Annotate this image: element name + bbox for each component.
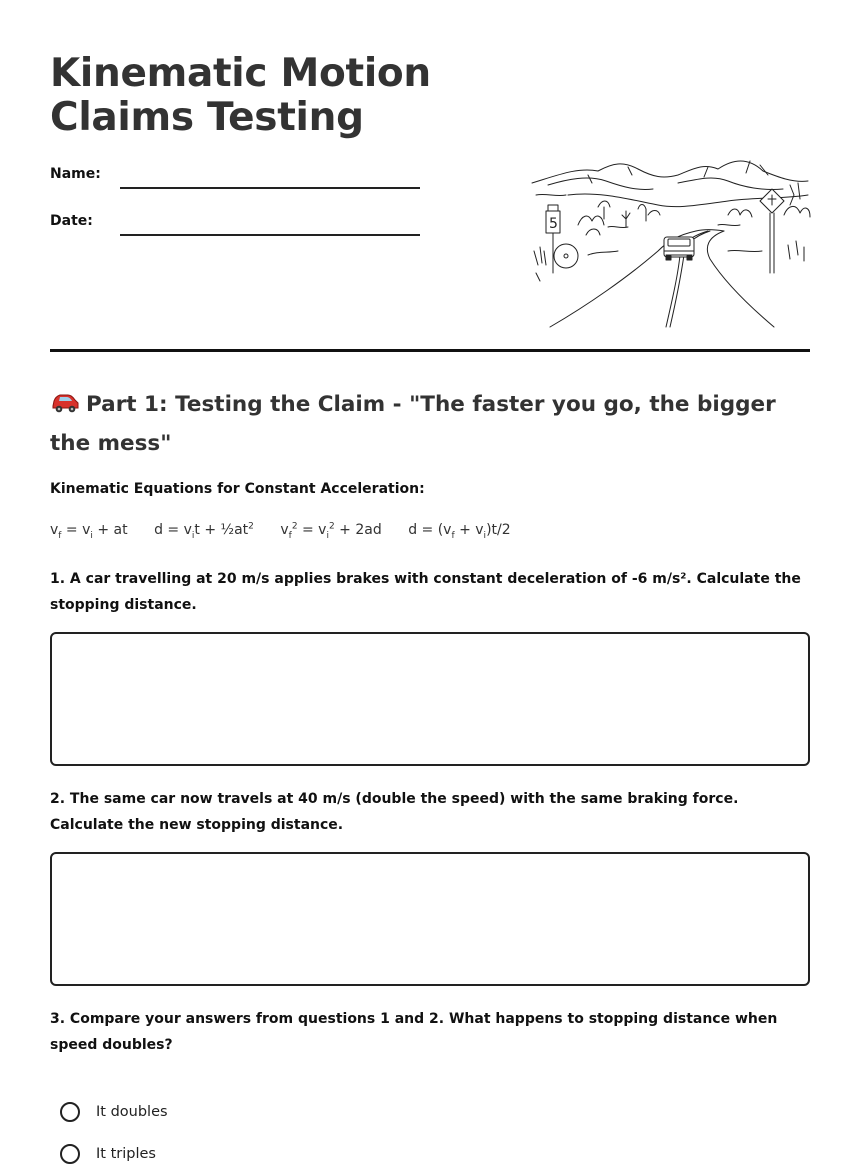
name-field[interactable] — [120, 187, 420, 189]
title-line-1: Kinematic Motion — [50, 51, 431, 96]
option-it-triples[interactable] — [60, 1141, 156, 1167]
answer-box-1[interactable] — [50, 632, 810, 766]
road-landscape-illustration — [528, 155, 812, 331]
equation-2: $d = v_it$ + $\frac{1}{2}at^2$ — [154, 521, 254, 541]
answer-box-2[interactable] — [50, 852, 810, 986]
date-label: Date: — [50, 213, 93, 229]
page-title — [50, 52, 431, 140]
question-2: 2. The same car now travels at 40 m/s (double the speed) with the same braking force. Calculate the new stopping distance. — [50, 791, 739, 833]
date-field[interactable] — [120, 234, 420, 236]
radio-button[interactable] — [60, 1102, 80, 1122]
question-3: 3. Compare your answers from questions 1 and 2. What happens to stopping distance when speed doubles? — [50, 1011, 778, 1053]
part-1-heading-text: Part 1: Testing the Claim - "The faster you go, the bigger the mess" — [50, 392, 776, 456]
equation-1: $v_f = v_i$ + at — [50, 521, 128, 541]
title-line-2: Claims Testing — [50, 95, 364, 140]
option-it-doubles[interactable] — [60, 1099, 168, 1125]
equations-list — [50, 521, 533, 540]
equation-4: $d = (v_f + v_i)t/2$ — [408, 521, 511, 541]
part-1-heading — [50, 385, 810, 463]
equation-3: $v_f^2 = v_i^2 + 2ad$ — [280, 521, 382, 541]
option-label: It triples — [96, 1146, 156, 1162]
section-divider — [50, 349, 810, 352]
name-label: Name: — [50, 166, 101, 182]
equations-title: Kinematic Equations for Constant Acceleration: — [50, 481, 425, 497]
question-1: 1. A car travelling at 20 m/s applies brakes with constant deceleration of -6 m/s². Calculate the stopping distance. — [50, 571, 801, 613]
radio-button[interactable] — [60, 1144, 80, 1164]
svg-text:5: 5 — [549, 216, 558, 232]
car-icon — [50, 390, 80, 414]
option-label: It doubles — [96, 1104, 168, 1120]
